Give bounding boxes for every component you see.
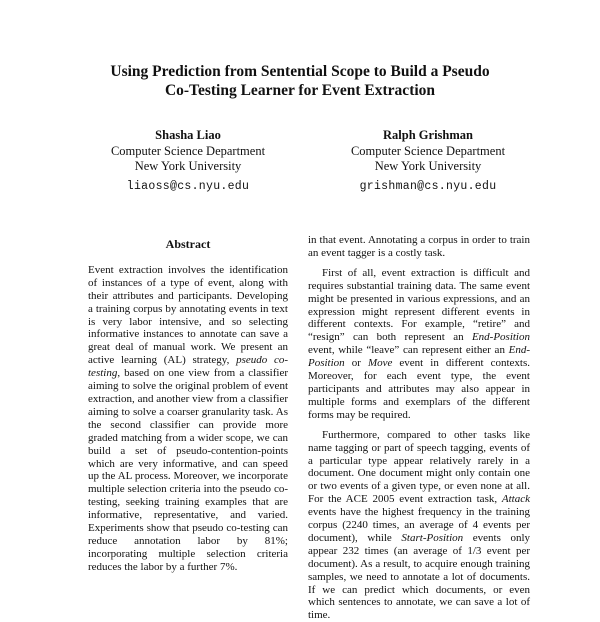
author-email[interactable]: liaoss@cs.nyu.edu (126, 179, 250, 193)
title-line-1: Using Prediction from Sentential Scope to Build a Pseudo (110, 63, 490, 80)
text-run: events have the highest frequency in the training corpus (2240 times, an average of 4 events per document), while (308, 506, 530, 544)
abstract-text-2: , based on one view from a classifier aiming to solve the original problem of event extraction, and another view from a classifier aiming to solve a coarser granularity task. As the second classifier can provide more graded matching from a wider scope, we can build a set of pseudo-contention-points which are very informative, and can speed up the AL process. Moreover, we incorporate multiple selection criteria into the pseudo co-testing, seeking training examples that are informative, representative, and varied. Experiments show that pseudo co-testing can reduce annotation labor by 81%; incorporating multiple selection criteria reduces the labor by a further 7%. (88, 367, 288, 573)
intro-paragraph-0: in that event. Annotating a corpus in order to train an event tagger is a costly task. (308, 234, 530, 259)
abstract-text-1: Event extraction involves the identification of instances of a type of event, along with their attributes and participants. Developing a training corpus by annotating events in text is very labor intensive, and so selecting informative instances to annotate can save a great deal of manual work. We present an active learning (AL) strategy, (88, 263, 288, 367)
author-university: New York University (374, 159, 482, 173)
left-column (88, 238, 288, 574)
event-type-term: Attack (501, 493, 530, 506)
author-name: Shasha Liao (155, 128, 221, 142)
event-type-term: End-Position (471, 331, 530, 344)
text-run: events only appear 232 times (an average of 1/3 event per document). As a result, to acquire enough training samples, we need to annotate a lot of documents. If we can predict which documents, or even which sentences to annotate, we can save a lot of time. (308, 531, 530, 622)
author-department: Computer Science Department (110, 143, 266, 158)
abstract-heading: Abstract (165, 237, 211, 251)
event-type-term: Move (367, 357, 393, 370)
event-type-term: End-Position (308, 344, 530, 370)
text-run: event, while “leave” can represent either an (308, 344, 509, 357)
paper-title (0, 62, 600, 100)
author-email[interactable]: grishman@cs.nyu.edu (359, 179, 497, 193)
abstract-term: pseudo co-testing (88, 354, 288, 380)
text-run: First of all, event extraction is difficult and requires substantial training data. The same event might be presented in various expressions, and an expression might represent different events in different contexts. For example, “retire” and “resign” can both represent an (308, 266, 530, 344)
event-type-term: Start-Position (401, 531, 464, 544)
author-name: Ralph Grishman (383, 128, 473, 142)
right-column (308, 234, 530, 622)
intro-paragraph-2 (308, 429, 530, 622)
author-block-1 (58, 128, 318, 194)
text-run: event in different contexts. Moreover, for each event type, the event participants and attributes may also appear in multiple forms and exemplars of the different forms may be required. (308, 357, 531, 421)
author-university: New York University (134, 159, 242, 173)
text-run: or (344, 357, 368, 370)
intro-paragraph-1 (308, 267, 530, 422)
author-department: Computer Science Department (350, 143, 506, 158)
abstract-paragraph (88, 264, 288, 574)
author-block-2 (298, 128, 558, 194)
title-line-2: Co-Testing Learner for Event Extraction (164, 82, 436, 99)
text-run: Furthermore, compared to other tasks like name tagging or part of speech tagging, events of a particular type appear relatively rarely in a document. One document might only contain one or two events of a given type, or even none at all. For the ACE 2005 event extraction task, (308, 428, 530, 506)
